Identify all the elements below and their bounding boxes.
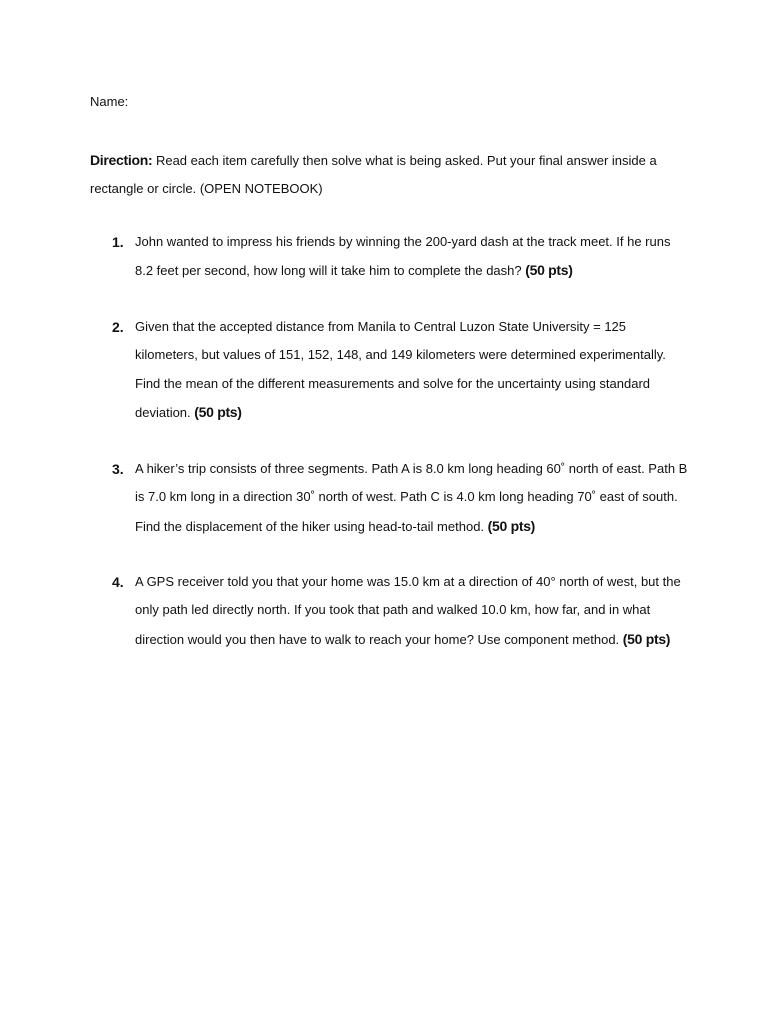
question-text: A hiker’s trip consists of three segments. Path A is 8.0 km long heading 60˚ north of east. Path B is 7.0 km long in a direction 30˚ north of west. Path C is 4.0 km long heading 70˚ east of south. Find the displacement of the hiker using head-to-tail method. [135,461,688,534]
question-text-wrapper [135,455,692,541]
question-number: 3. [112,461,124,477]
question-text-wrapper [135,228,692,286]
question-text-wrapper [135,313,692,427]
question-text: Given that the accepted distance from Manila to Central Luzon State University = 125 kilometers, but values of 151, 152, 148, and 149 kilometers were determined experimentally. Find the mean of the different measurements and solve for the uncertainty using standard deviation. [135,319,666,420]
name-label: Name: [90,94,129,109]
question-number: 2. [112,319,124,335]
direction-text: Read each item carefully then solve what is being asked. Put your final answer inside a rectangle or circle. (OPEN NOTEBOOK) [90,153,657,196]
question-text-wrapper [135,568,692,654]
question-item-2 [112,313,692,427]
direction-label: Direction: [90,152,153,168]
question-number: 4. [112,574,124,590]
question-points: (50 pts) [525,262,573,279]
question-item-1 [112,228,692,286]
question-number: 1. [112,234,124,250]
direction-paragraph [90,146,690,203]
question-points: (50 pts) [487,517,536,534]
question-points: (50 pts) [622,630,671,647]
question-points: (50 pts) [194,403,242,420]
question-item-4 [112,568,692,654]
question-text: John wanted to impress his friends by winning the 200-yard dash at the track meet. If he runs 8.2 feet per second, how long will it take him to complete the dash? [135,234,671,279]
question-item-3 [112,455,692,541]
question-text: A GPS receiver told you that your home was 15.0 km at a direction of 40° north of west, but the only path led directly north. If you took that path and walked 10.0 km, how far, and in what direction would you then have to walk to reach your home? Use component method. [135,574,681,647]
